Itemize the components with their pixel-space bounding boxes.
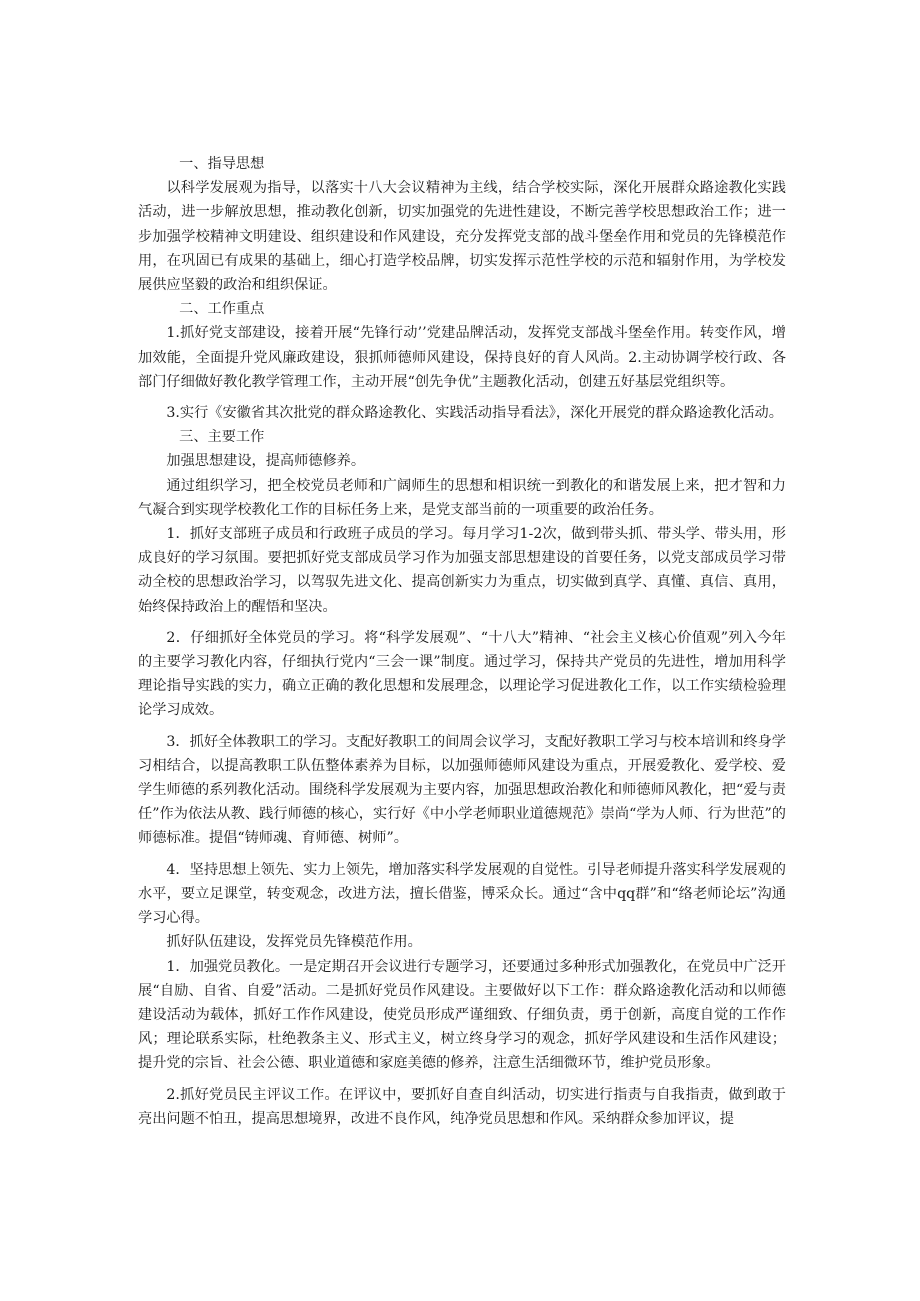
paragraph-subheading-thought: 加强思想建设，提高师德修养。 bbox=[166, 453, 366, 470]
paragraph-guiding-thought: 以科学发展观为指导，以落实十八大会议精神为主线，结合学校实际，深化开展群众路途教化实践活动，进一步解放思想，推动教化创新，切实加强党的先进性建设，不断完善学校思想政治工作；进一步加强学校精神文明建设、组织建设和作风建设，充分发挥党支部的战斗堡垒作用和党员的先锋模范作用，在巩固已有成果的基础上，细心打造学校品牌，切实发挥示范性学校的示范和辐射作用，为学校发展供应坚毅的政治和组织保证。 bbox=[138, 180, 786, 294]
paragraph-team-1: 1．加强党员教化。一是定期召开会议进行专题学习，还要通过多种形式加强教化，在党员中广泛开展“自励、自省、自爱”活动。二是抓好党员作风建设。主要做好以下工作：群众路途教化活动和以师德建设活动为载体，抓好工作作风建设，使党员形成严谨细致、仔细负责，勇于创新，高度自觉的工作作风；理论联系实际，杜绝教条主义、形式主义，树立终身学习的观念，抓好学风建设和生活作风建设；提升党的宗旨、社会公德、职业道德和家庭美德的修养，注意生活细微环节，维护党员形象。 bbox=[138, 958, 786, 1072]
paragraph-study-3: 3．抓好全体教职工的学习。支配好教职工的间周会议学习，支配好教职工学习与校本培训和终身学习相结合，以提高教职工队伍整体素养为目标，以加强师德师风建设为重点，开展爱教化、爱学校、爱学生师德的系列教化活动。围绕科学发展观为主要内容，加强思想政治教化和师德师风教化，把“爱与责任”作为依法从教、践行师德的核心，实行好《中小学老师职业道德规范》崇尚“学为人师、行为世范”的师德标准。提倡“铸师魂、育师德、树师”。 bbox=[138, 733, 786, 847]
heading-main-work: 三、主要工作 bbox=[179, 429, 265, 446]
document-page bbox=[138, 152, 786, 1131]
paragraph-team-2: 2.抓好党员民主评议工作。在评议中，要抓好自查自纠活动，切实进行指责与自我指责，做到敢于亮出问题不怕丑，提高思想境界，改进不良作风，纯净党员思想和作风。采纳群众参加评议，提 bbox=[138, 1086, 786, 1127]
paragraph-study-1: 1．抓好支部班子成员和行政班子成员的学习。每月学习1-2次，做到带头抓、带头学、带头用，形成良好的学习氛围。要把抓好党支部成员学习作为加强支部思想建设的首要任务，以党支部成员学习带动全校的思想政治学习，以驾驭先进文化、提高创新实力为重点，切实做到真学、真懂、真信、真用，始终保持政治上的醒悟和坚决。 bbox=[138, 526, 786, 615]
paragraph-focus-3: 3.实行《安徽省其次批党的群众路途教化、实践活动指导看法》，深化开展党的群众路途教化活动。 bbox=[166, 405, 783, 422]
paragraph-subheading-team: 抓好队伍建设，发挥党员先锋模范作用。 bbox=[166, 934, 422, 951]
paragraph-study-4: 4．坚持思想上领先、实力上领先，增加落实科学发展观的自觉性。引导老师提升落实科学发展观的水平，要立足课堂，转变观念，改进方法，擅长借鉴，博采众长。通过“含中qq群”和“络老师论坛”沟通学习心得。 bbox=[138, 861, 786, 927]
paragraph-study-2: 2．仔细抓好全体党员的学习。将“科学发展观”、“十八大”精神、“社会主义核心价值观”列入今年的主要学习教化内容，仔细执行党内“三会一课”制度。通过学习，保持共产党员的先进性，增加用科学理论指导实践的实力，确立正确的教化思想和发展理念，以理论学习促进教化工作，以工作实绩检验理论学习成效。 bbox=[138, 629, 786, 719]
paragraph-focus-1-2: 1.抓好党支部建设，接着开展“先锋行动’’党建品牌活动，发挥党支部战斗堡垒作用。转变作风，增加效能，全面提升党风廉政建设，狠抓师德师风建设，保持良好的育人风尚。2.主动协调学校行政、各部门仔细做好教化教学管理工作，主动开展“创先争优”主题教化活动，创建五好基层党组织等。 bbox=[138, 325, 786, 390]
heading-work-focus: 二、工作重点 bbox=[179, 301, 265, 318]
paragraph-study-intro: 通过组织学习，把全校党员老师和广阔师生的思想和相识统一到教化的和谐发展上来，把才智和力气凝合到实现学校教化工作的目标任务上来，是党支部当前的一项重要的政治任务。 bbox=[138, 477, 786, 518]
heading-guiding-thought: 一、指导思想 bbox=[179, 156, 265, 172]
